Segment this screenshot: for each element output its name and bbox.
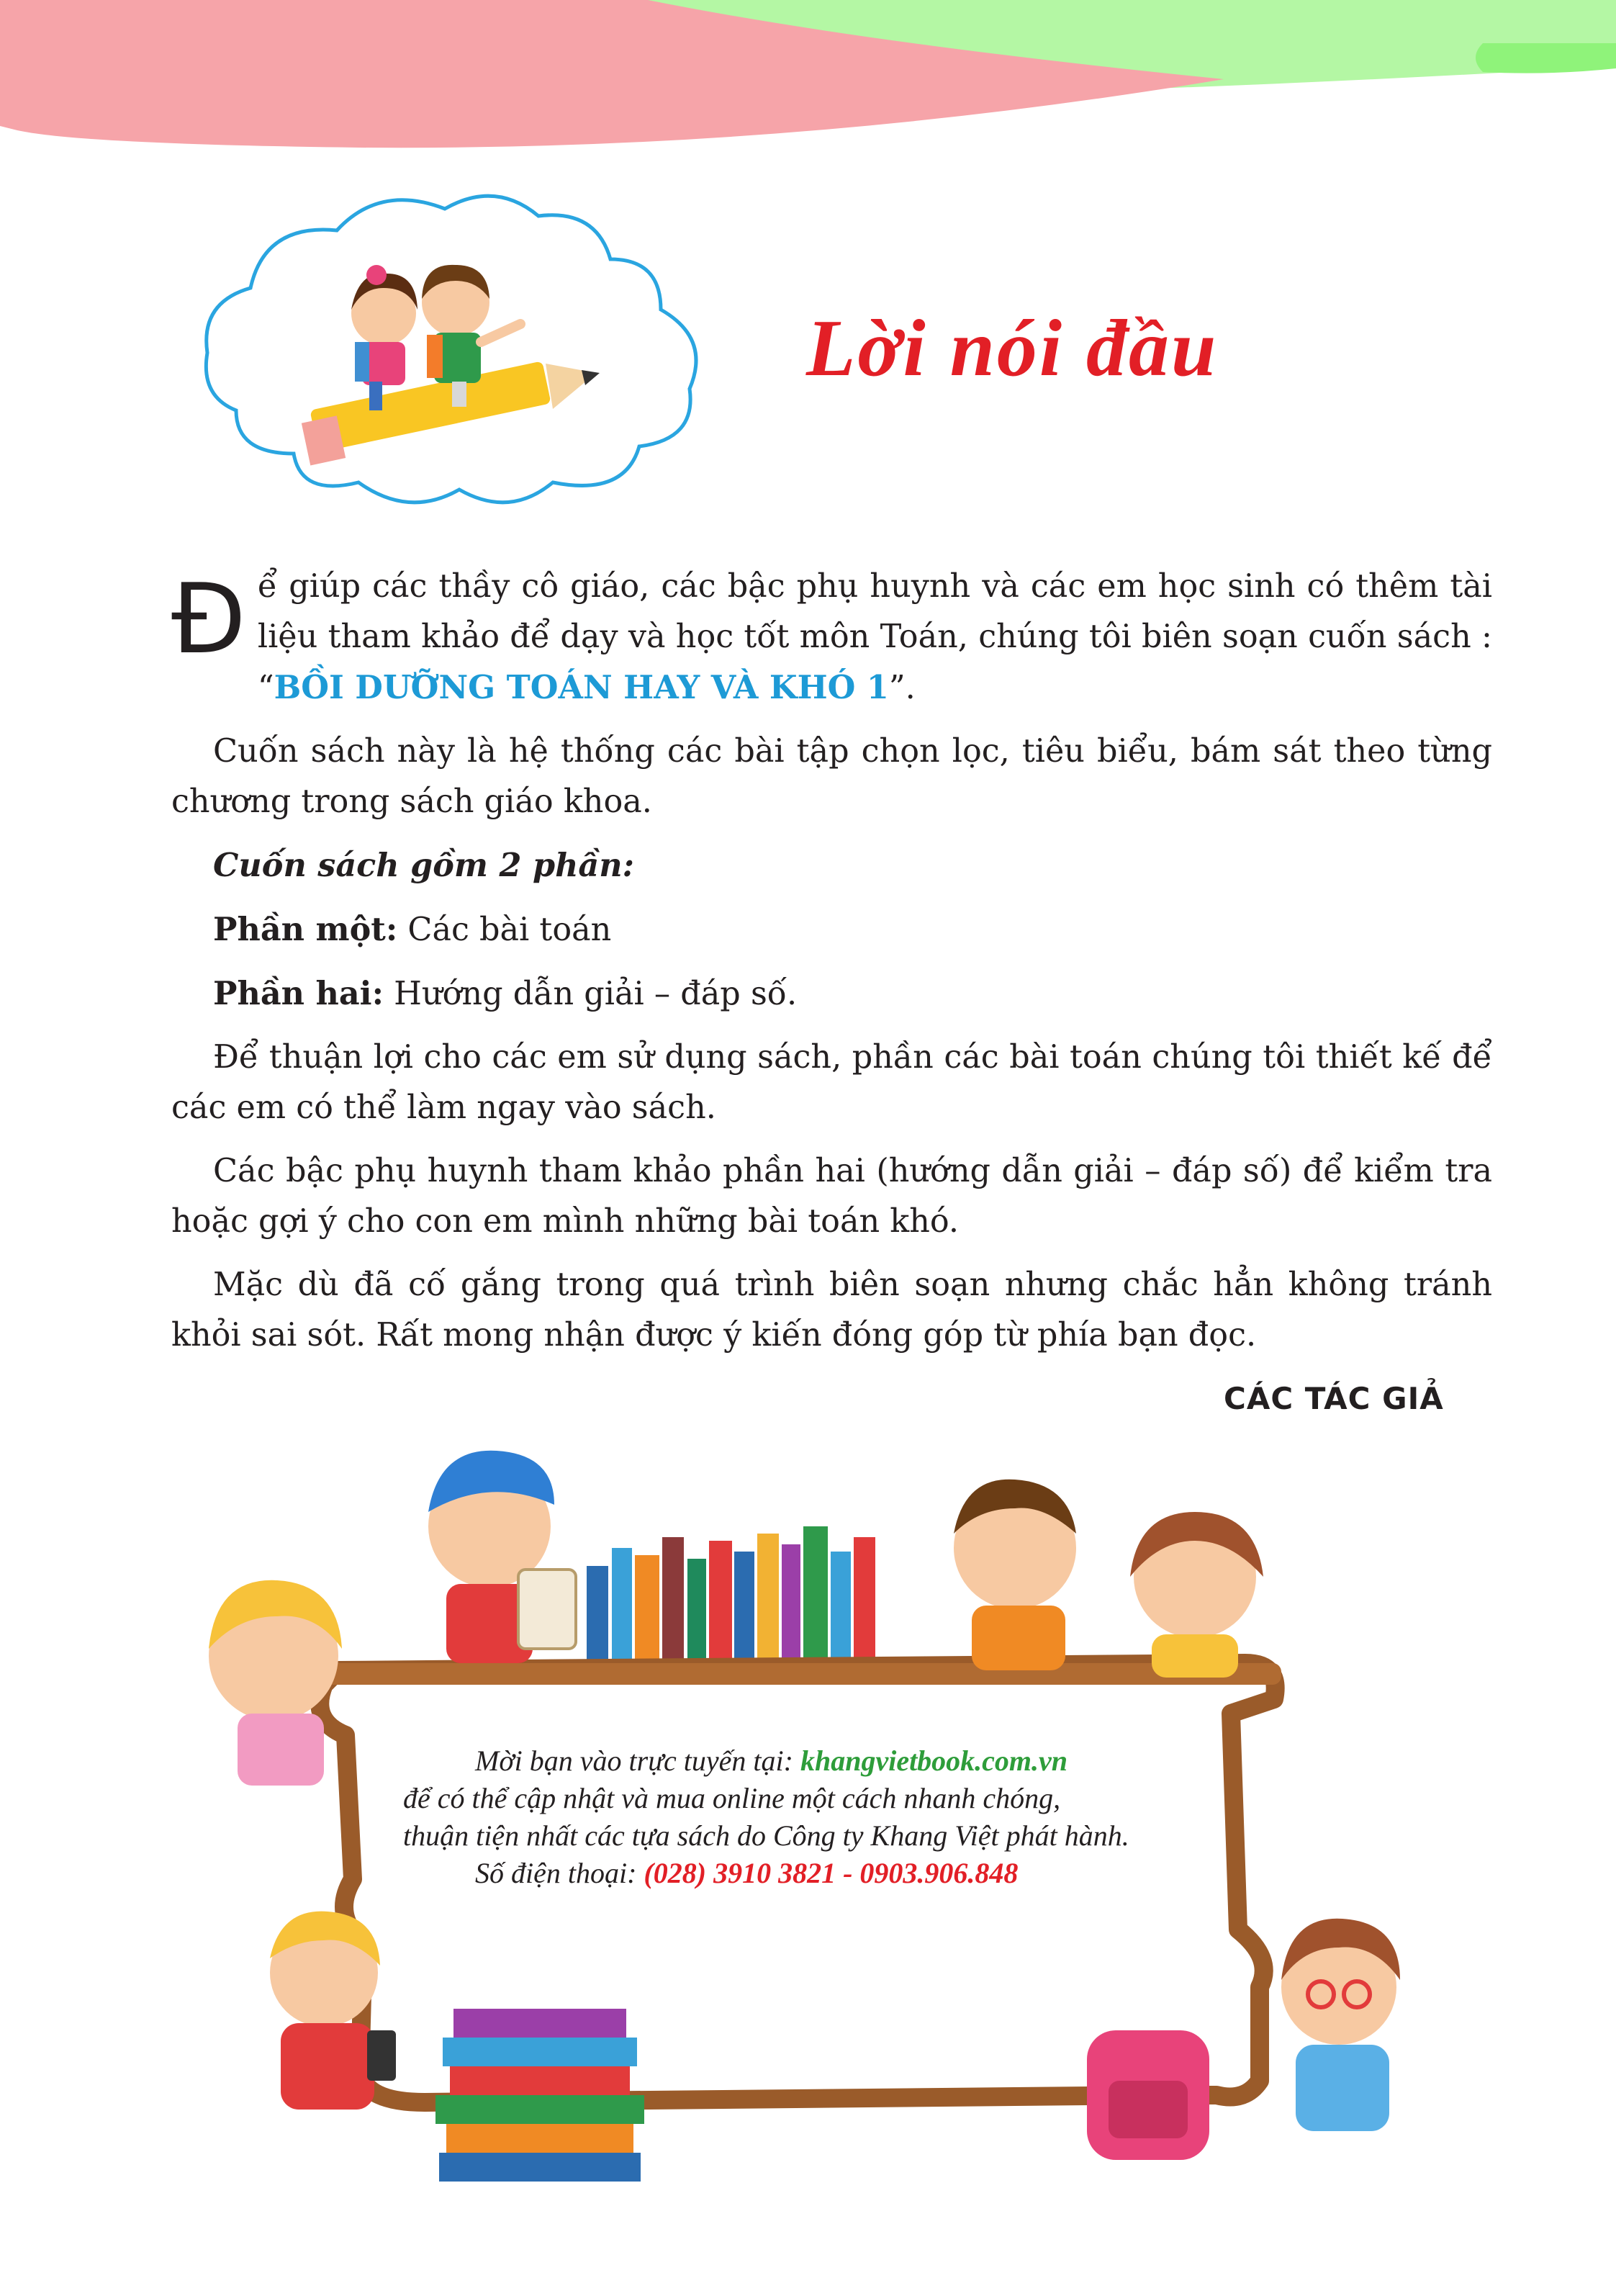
parts-heading-text: Cuốn sách gồm 2 phần: [213,847,635,884]
part-two [171,968,1492,1019]
promo-phone-line [403,1855,1296,1892]
paragraph-3: Các bậc phụ huynh tham khảo phần hai (hướng dẫn giải – đáp số) để kiểm tra hoặc gợi ý cho con em mình những bài toán khó. [171,1153,1492,1240]
promo-line-2: để có thể cập nhật và mua online một cách nhanh chóng, [403,1782,1061,1814]
header-banner [0,0,1616,166]
intro-text-end: ”. [888,670,916,706]
part-one [171,904,1492,955]
backpack-icon [1087,2030,1209,2160]
girl-blonde-icon [209,1580,342,1786]
book-title: BỒI DƯỠNG TOÁN HAY VÀ KHÓ 1 [274,669,889,706]
part-two-text: Hướng dẫn giải – đáp số. [384,976,798,1012]
website-link[interactable]: khangvietbook.com.vn [800,1744,1068,1777]
girl-glasses-icon [1281,1919,1400,2131]
part-two-label: Phần hai: [213,975,384,1012]
promo-line-1 [403,1742,1296,1780]
author-signature: CÁC TÁC GIẢ [1224,1381,1444,1416]
books-icon [587,1526,875,1670]
boy-smiling-icon [954,1480,1076,1670]
promo-box [403,1742,1296,1892]
part-one-text: Các bài toán [397,911,612,948]
paragraph-2: Để thuận lợi cho các em sử dụng sách, phần các bài toán chúng tôi thiết kế để các em có thể làm ngay vào sách. [171,1039,1492,1126]
book-stack-icon [435,2009,644,2182]
cloud-kids-illustration [193,180,754,518]
intro-paragraph [171,562,1492,713]
promo-line-3: thuận tiện nhất các tựa sách do Công ty Khang Việt phát hành. [403,1819,1129,1852]
drop-cap: Đ [171,563,246,675]
paragraph-4: Mặc dù đã cố gắng trong quá trình biên soạn nhưng chắc hẳn không tránh khỏi sai sót. Rất mong nhận được ý kiến đóng góp từ phía bạn đọc. [171,1266,1492,1354]
promo-prefix: Mời bạn vào trực tuyến tại: [475,1744,800,1777]
girl-brown-hair-icon [1130,1512,1263,1678]
page-title: Lời nói đầu [806,304,1219,393]
intro-text: ể giúp các thầy cô giáo, các bậc phụ huynh và các em học sinh có thêm tài liệu tham khảo để dạy và học tốt môn Toán, chúng tôi biên soạn cuốn sách : “ [257,568,1492,706]
parts-heading [171,840,1492,891]
paragraph-1: Cuốn sách này là hệ thống các bài tập chọn lọc, tiêu biểu, bám sát theo từng chương trong sách giáo khoa. [171,733,1492,820]
phone-prefix: Số điện thoại: [475,1857,644,1889]
boy-cap-icon [428,1451,576,1663]
preface-body [171,562,1492,1374]
girl-phone-icon [270,1912,396,2110]
part-one-label: Phần một: [213,911,398,948]
phone-number: (028) 3910 3821 - 0903.906.848 [644,1857,1019,1889]
